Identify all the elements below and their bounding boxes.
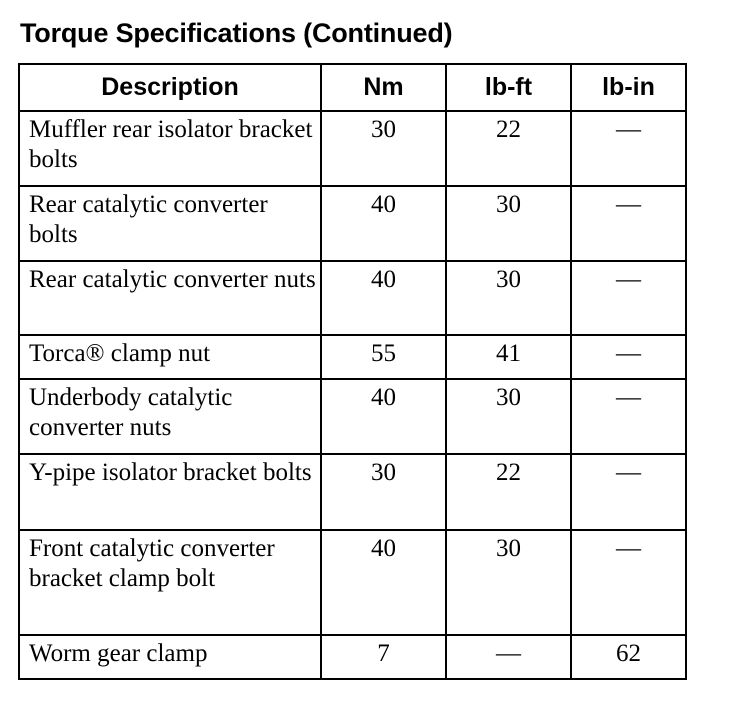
table-row xyxy=(19,186,686,261)
description-cell: Underbody catalytic converter nuts xyxy=(19,379,321,454)
lb-in-cell: 62 xyxy=(571,635,686,679)
torque-specifications-table xyxy=(18,63,687,680)
lb-in-cell: — xyxy=(571,379,686,454)
column-header-lb-ft: lb-ft xyxy=(446,64,571,111)
nm-cell: 40 xyxy=(321,261,446,335)
lb-ft-cell: 30 xyxy=(446,261,571,335)
description-cell: Muffler rear isolator bracket bolts xyxy=(19,111,321,186)
column-header-description: Description xyxy=(19,64,321,111)
nm-cell: 30 xyxy=(321,111,446,186)
lb-ft-cell: 30 xyxy=(446,186,571,261)
table-header-row xyxy=(19,64,686,111)
nm-cell: 40 xyxy=(321,186,446,261)
description-cell: Y-pipe isolator bracket bolts xyxy=(19,454,321,530)
lb-ft-cell: 30 xyxy=(446,530,571,635)
nm-cell: 40 xyxy=(321,530,446,635)
lb-in-cell: — xyxy=(571,335,686,379)
lb-ft-cell: 30 xyxy=(446,379,571,454)
table-row xyxy=(19,530,686,635)
page-title: Torque Specifications (Continued) xyxy=(20,18,453,48)
nm-cell: 55 xyxy=(321,335,446,379)
lb-in-cell: — xyxy=(571,454,686,530)
lb-ft-cell: 41 xyxy=(446,335,571,379)
table-row xyxy=(19,261,686,335)
nm-cell: 40 xyxy=(321,379,446,454)
description-cell: Torca® clamp nut xyxy=(19,335,321,379)
table-row xyxy=(19,635,686,679)
description-cell: Rear catalytic converter bolts xyxy=(19,186,321,261)
table-row xyxy=(19,454,686,530)
lb-in-cell: — xyxy=(571,530,686,635)
lb-in-cell: — xyxy=(571,261,686,335)
table-row xyxy=(19,111,686,186)
lb-ft-cell: 22 xyxy=(446,454,571,530)
nm-cell: 30 xyxy=(321,454,446,530)
column-header-nm: Nm xyxy=(321,64,446,111)
column-header-lb-in: lb-in xyxy=(571,64,686,111)
lb-ft-cell: — xyxy=(446,635,571,679)
table-row xyxy=(19,335,686,379)
lb-in-cell: — xyxy=(571,111,686,186)
lb-in-cell: — xyxy=(571,186,686,261)
description-cell: Front catalytic converter bracket clamp bolt xyxy=(19,530,321,635)
table-row xyxy=(19,379,686,454)
nm-cell: 7 xyxy=(321,635,446,679)
description-cell: Rear catalytic converter nuts xyxy=(19,261,321,335)
lb-ft-cell: 22 xyxy=(446,111,571,186)
description-cell: Worm gear clamp xyxy=(19,635,321,679)
